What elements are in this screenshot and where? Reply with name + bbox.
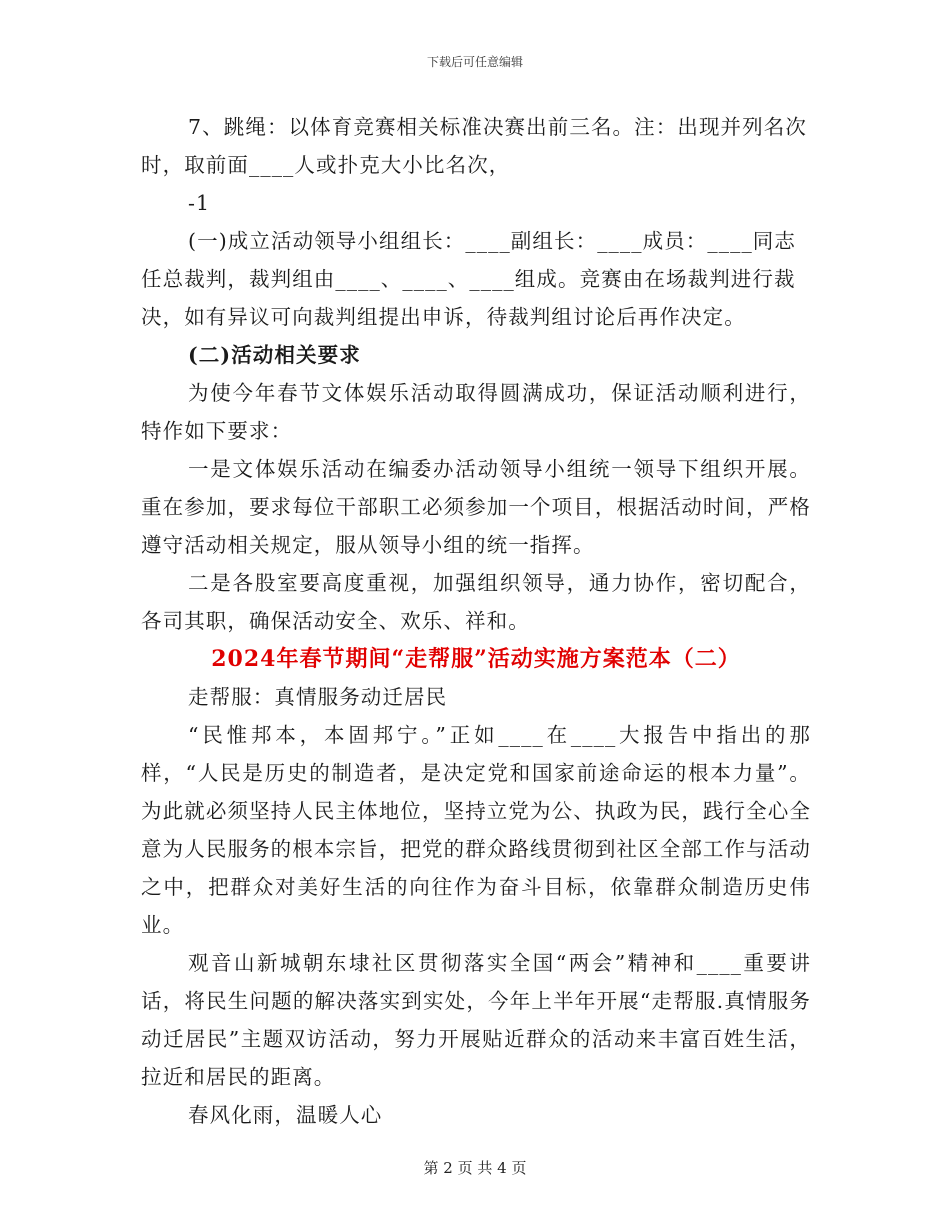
paragraph-organization-line-1: (一)成立活动领导小组组长：____副组长：____成员：____同志 — [188, 229, 796, 253]
paragraph-minus-one: -1 — [188, 191, 211, 215]
paragraph-subtitle: 走帮服：真情服务动迁居民 — [188, 685, 448, 709]
page-number: 第 2 页 共 4 页 — [423, 1159, 527, 1177]
paragraph-requirement-one: 一是文体娱乐活动在编委办活动领导小组统一领导下组织开展。重在参加，要求每位干部职工必须参加一个项目，根据活动时间，严格遵守活动相关规定，服从领导小组的统一指挥。 — [141, 457, 811, 557]
paragraph-rope-line-2: 时，取前面____人或扑克大小比名次， — [141, 153, 511, 177]
paragraph-requirement-two: 二是各股室要高度重视，加强组织领导，通力协作，密切配合，各司其职，确保活动安全、欢乐、祥和。 — [141, 571, 811, 633]
paragraph-rope-line-1: 7、跳绳：以体育竞赛相关标准决赛出前三名。注：出现并列名次 — [188, 115, 807, 139]
header-note: 下载后可任意编辑 — [426, 55, 523, 69]
paragraph-requirements: 为使今年春节文体娱乐活动取得圆满成功，保证活动顺利进行，特作如下要求： — [141, 381, 811, 443]
section-title: 2024年春节期间“走帮服”活动实施方案范本（二） — [211, 646, 741, 672]
heading-activity-requirements: (二)活动相关要求 — [188, 343, 361, 367]
paragraph-organization-line-3: 决，如有异议可向裁判组提出申诉，待裁判组讨论后再作决定。 — [141, 305, 746, 329]
paragraph-spring-breeze: 春风化雨，温暖人心 — [188, 1103, 383, 1127]
paragraph-guanyin: 观音山新城朝东埭社区贯彻落实全国“两会”精神和____重要讲话，将民生问题的解决落实到实处，今年上半年开展“走帮服.真情服务动迁居民”主题双访活动，努力开展贴近群众的活动来丰富百姓生活，拉近和居民的距离。 — [141, 951, 811, 1089]
paragraph-quote: “民惟邦本，本固邦宁。”正如____在____大报告中指出的那样，“人民是历史的制造者，是决定党和国家前途命运的根本力量”。为此就必须坚持人民主体地位，坚持立党为公、执政为民，践行全心全意为人民服务的根本宗旨，把党的群众路线贯彻到社区全部工作与活动之中，把群众对美好生活的向往作为奋斗目标，依靠群众制造历史伟业。 — [141, 723, 811, 937]
document-body — [141, 108, 811, 1134]
paragraph-organization-line-2: 任总裁判，裁判组由____、____、____组成。竞赛由在场裁判进行裁 — [141, 267, 796, 291]
